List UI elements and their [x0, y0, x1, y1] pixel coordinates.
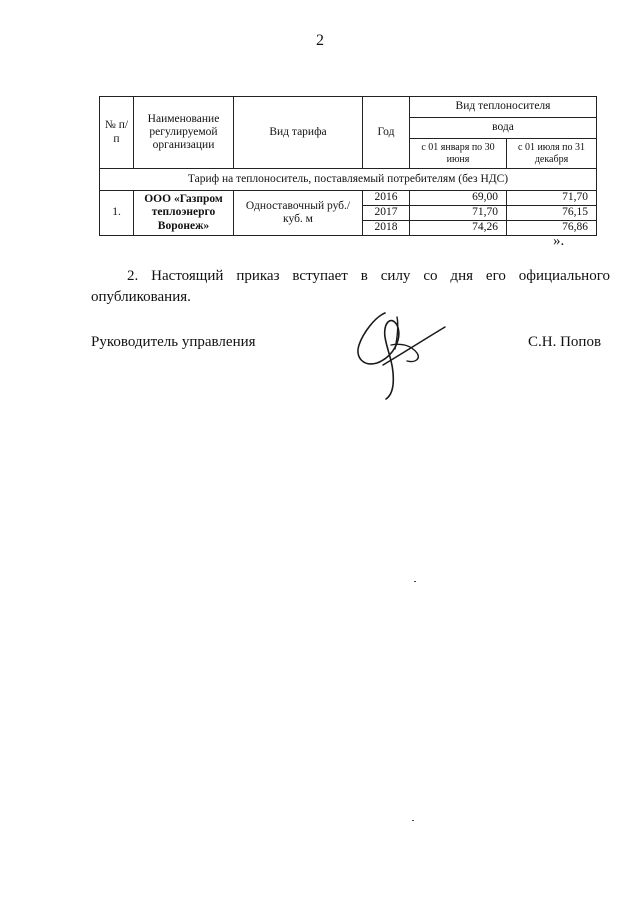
- closing-quote: ».: [553, 233, 565, 249]
- header-carrier-group: Вид теплоносителя: [410, 97, 597, 118]
- order-paragraph: 2. Настоящий приказ вступает в силу со дня его официального опубликования.: [91, 268, 610, 305]
- signer-title: Руководитель управления: [91, 334, 256, 350]
- year-cell: 2018: [363, 221, 410, 236]
- signer-name: С.Н. Попов: [528, 334, 602, 350]
- header-tariff-type: Вид тарифа: [234, 97, 363, 169]
- value-h1: 69,00: [410, 191, 507, 206]
- value-h2: 76,86: [507, 221, 597, 236]
- header-year: Год: [363, 97, 410, 169]
- header-period-1: с 01 января по 30 июня: [410, 139, 507, 169]
- header-num: № п/п: [100, 97, 134, 169]
- value-h1: 74,26: [410, 221, 507, 236]
- page-number: 2: [316, 32, 324, 49]
- tariff-table: [99, 96, 597, 236]
- year-cell: 2017: [363, 206, 410, 221]
- row-num: 1.: [100, 191, 134, 236]
- year-cell: 2016: [363, 191, 410, 206]
- scan-speck: [412, 820, 414, 821]
- value-h1: 71,70: [410, 206, 507, 221]
- header-carrier: вода: [410, 118, 597, 139]
- row-tariff-type: Одноставочный руб./куб. м: [234, 191, 363, 236]
- value-h2: 76,15: [507, 206, 597, 221]
- scan-speck: [414, 581, 416, 582]
- signature-image: [345, 305, 455, 400]
- value-h2: 71,70: [507, 191, 597, 206]
- header-period-2: с 01 июля по 31 декабря: [507, 139, 597, 169]
- section-title: Тариф на теплоноситель, поставляемый потребителям (без НДС): [100, 169, 597, 191]
- row-org: ООО «Газпром теплоэнерго Воронеж»: [134, 191, 234, 236]
- header-org: Наименование регулируемой организации: [134, 97, 234, 169]
